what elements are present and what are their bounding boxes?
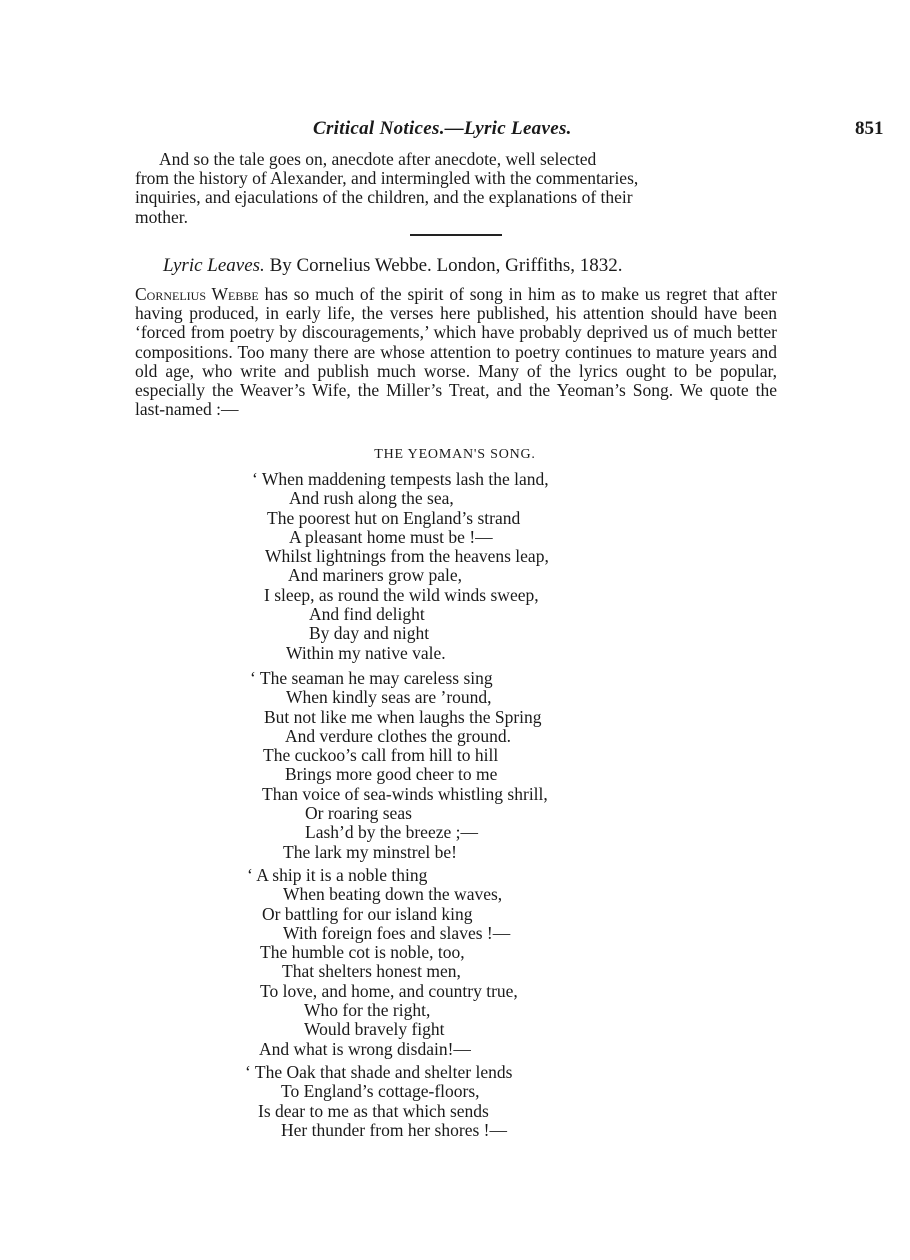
- verse-line: The cuckoo’s call from hill to hill: [263, 745, 499, 766]
- verse-line: Than voice of sea-winds whistling shrill,: [262, 783, 548, 804]
- page-number: 851: [855, 118, 884, 139]
- section-divider: [410, 234, 502, 236]
- verse-line: The poorest hut on England’s strand: [267, 507, 521, 528]
- book-title: Lyric Leaves.: [163, 255, 265, 276]
- verse-line: Or roaring seas: [305, 803, 412, 824]
- verse-line: ‘ A ship it is a noble thing: [247, 865, 428, 885]
- verse-line: ‘ When maddening tempests lash the land,: [252, 469, 549, 489]
- verse-line: That shelters honest men,: [282, 961, 461, 982]
- verse-line: And what is wrong disdain!—: [259, 1038, 471, 1059]
- paragraph-line: inquiries, and ejaculations of the children, and the explanations of their: [135, 187, 633, 208]
- closing-paragraph: [135, 150, 777, 227]
- verse-line: Whilst lightnings from the heavens leap,: [265, 546, 549, 567]
- running-title: Critical Notices.—Lyric Leaves.: [313, 118, 572, 139]
- verse-line: To love, and home, and country true,: [260, 980, 518, 1001]
- verse-line: Within my native vale.: [286, 642, 446, 663]
- paragraph-line: mother.: [135, 206, 188, 227]
- verse-line: By day and night: [309, 623, 430, 644]
- review-text: has so much of the spirit of song in him as to make us regret that after having produced, in early life, the verses here published, his attention should have been ‘forced from poetry by discouragements,’ which have probably deprived us of much better compositions. Too many there are whose attention to poetry continues to mature years and old age, who write and publish much worse. Many of the lyrics ought to be popular, especially the Weaver’s Wife, the Miller’s Treat, and the Yeoman’s Song. We quote the last-named :—: [135, 284, 777, 420]
- stanza-2: [0, 669, 548, 862]
- verse-line: I sleep, as round the wild winds sweep,: [264, 584, 539, 605]
- author-name: Cornelius Webbe: [135, 284, 259, 304]
- verse-line: And find delight: [309, 604, 425, 625]
- verse-line: To England’s cottage-floors,: [281, 1081, 480, 1102]
- verse-line: Or battling for our island king: [262, 903, 473, 924]
- paragraph-line: And so the tale goes on, anecdote after anecdote, well selected: [159, 149, 597, 169]
- verse-line: ‘ The seaman he may careless sing: [250, 668, 493, 688]
- book-heading: [163, 255, 623, 277]
- verse-line: But not like me when laughs the Spring: [264, 706, 542, 727]
- verse-line: Her thunder from her shores !—: [281, 1119, 507, 1140]
- stanza-4: [0, 1063, 512, 1140]
- review-paragraph: [135, 285, 777, 419]
- verse-line: The humble cot is noble, too,: [260, 942, 465, 963]
- verse-line: Lash’d by the breeze ;—: [305, 822, 478, 843]
- verse-line: A pleasant home must be !—: [289, 526, 493, 547]
- verse-line: The lark my minstrel be!: [283, 841, 457, 862]
- verse-line: With foreign foes and slaves !—: [283, 922, 511, 943]
- verse-line: And verdure clothes the ground.: [285, 725, 511, 746]
- verse-line: And mariners grow pale,: [288, 565, 462, 586]
- verse-line: Is dear to me as that which sends: [258, 1100, 489, 1121]
- book-details: By Cornelius Webbe. London, Griffiths, 1832.: [269, 255, 623, 276]
- verse-line: And rush along the sea,: [289, 488, 454, 509]
- song-title: THE YEOMAN'S SONG.: [374, 447, 536, 462]
- verse-line: When beating down the waves,: [283, 884, 503, 905]
- stanza-3: [0, 866, 518, 1059]
- verse-line: Would bravely fight: [304, 1019, 445, 1040]
- stanza-1: [0, 470, 549, 663]
- verse-line: When kindly seas are ’round,: [286, 687, 492, 708]
- verse-line: ‘ The Oak that shade and shelter lends: [245, 1062, 513, 1082]
- verse-line: Who for the right,: [304, 1000, 431, 1021]
- verse-line: Brings more good cheer to me: [285, 764, 498, 785]
- paragraph-line: from the history of Alexander, and intermingled with the commentaries,: [135, 168, 639, 189]
